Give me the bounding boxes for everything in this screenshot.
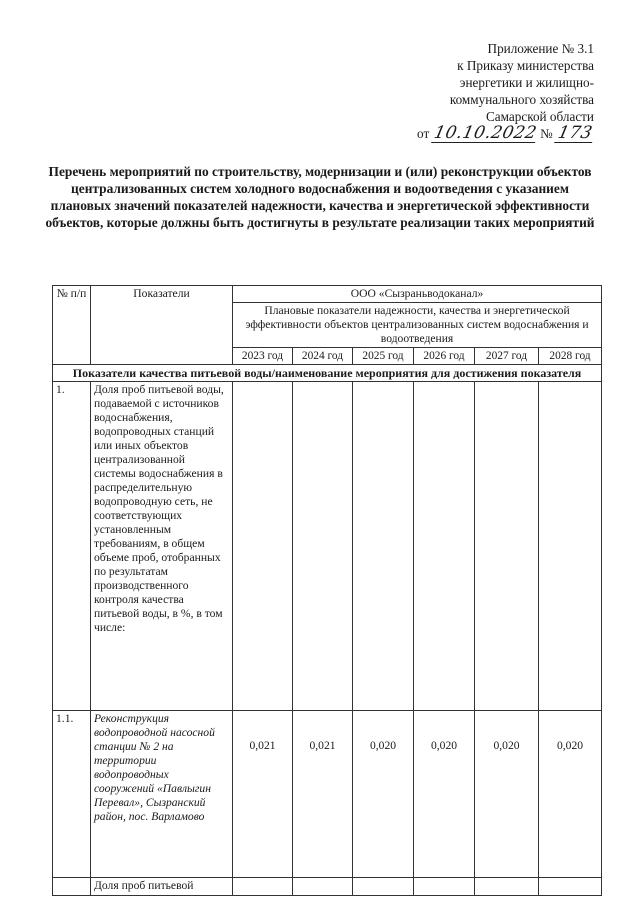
section-row xyxy=(53,365,602,382)
section-title: Показатели качества питьевой воды/наименование мероприятия для достижения показателя xyxy=(53,365,602,382)
value-cell xyxy=(353,878,414,896)
value-cell xyxy=(233,878,293,896)
appendix-line: Самарской области xyxy=(486,109,594,124)
handwritten-date: 10.10.2022 xyxy=(431,123,539,143)
year-header: 2028 год xyxy=(539,348,602,365)
appendix-line: Приложение № 3.1 xyxy=(487,41,594,56)
table-header-row xyxy=(53,286,602,303)
value-cell xyxy=(293,878,353,896)
value-cell xyxy=(414,878,475,896)
year-header: 2026 год xyxy=(414,348,475,365)
year-header: 2024 год xyxy=(293,348,353,365)
indicator-text: Доля проб питьевой воды, подаваемой с источников водоснабжения, водопроводных станций или иных объектов централизованной системы водоснабжения в распределительную водопроводную сеть, не соответствующих установленным требованиям, в общем объеме проб, отобранных по результатам производственного контроля качества питьевой воды, в %, в том числе: xyxy=(91,382,233,711)
value-cell: 0,021 xyxy=(233,711,293,878)
indicator-text: Реконструкция водопроводной насосной станции № 2 на территории водопроводных сооружений «Павлыгин Перевал», Сызранский район, пос. Варламово xyxy=(91,711,233,878)
planned-header: Плановые показатели надежности, качества и энергетической эффективности объектов централизованных систем водоснабжения и водоотведения xyxy=(233,303,602,348)
year-header: 2023 год xyxy=(233,348,293,365)
value-cell xyxy=(475,878,539,896)
value-cell xyxy=(414,382,475,711)
table-row xyxy=(53,878,602,896)
row-number: 1.1. xyxy=(53,711,91,878)
col-indicators-header: Показатели xyxy=(91,286,233,365)
value-cell: 0,020 xyxy=(475,711,539,878)
value-cell: 0,020 xyxy=(539,711,602,878)
from-label: от xyxy=(417,126,430,141)
indicator-text: Доля проб питьевой xyxy=(91,878,233,896)
value-cell xyxy=(353,382,414,711)
table-row xyxy=(53,382,602,711)
value-cell xyxy=(293,382,353,711)
value-cell xyxy=(539,878,602,896)
row-number xyxy=(53,878,91,896)
number-label: № xyxy=(540,126,553,141)
value-cell: 0,020 xyxy=(414,711,475,878)
row-number: 1. xyxy=(53,382,91,711)
company-header: ООО «Сызраньводоканал» xyxy=(233,286,602,303)
value-cell: 0,020 xyxy=(353,711,414,878)
year-header: 2027 год xyxy=(475,348,539,365)
value-cell: 0,021 xyxy=(293,711,353,878)
appendix-line: энергетики и жилищно- xyxy=(459,75,594,90)
value-cell xyxy=(233,382,293,711)
order-date-line xyxy=(417,125,594,143)
indicators-table xyxy=(52,285,602,896)
year-header: 2025 год xyxy=(353,348,414,365)
document-title: Перечень мероприятий по строительству, модернизации и (или) реконструкции объектов централизованных систем холодного водоснабжения и водоотведения с указанием плановых значений показателей надежности, качества и энергетической эффективности объектов, которые должны быть достигнуты в результате реализации таких мероприятий xyxy=(45,164,595,230)
appendix-line: к Приказу министерства xyxy=(457,58,594,73)
table-row xyxy=(53,711,602,878)
col-num-header: № п/п xyxy=(53,286,91,365)
value-cell xyxy=(475,382,539,711)
appendix-line: коммунального хозяйства xyxy=(449,92,594,107)
value-cell xyxy=(539,382,602,711)
handwritten-number: 173 xyxy=(556,123,595,143)
appendix-header xyxy=(417,40,594,143)
